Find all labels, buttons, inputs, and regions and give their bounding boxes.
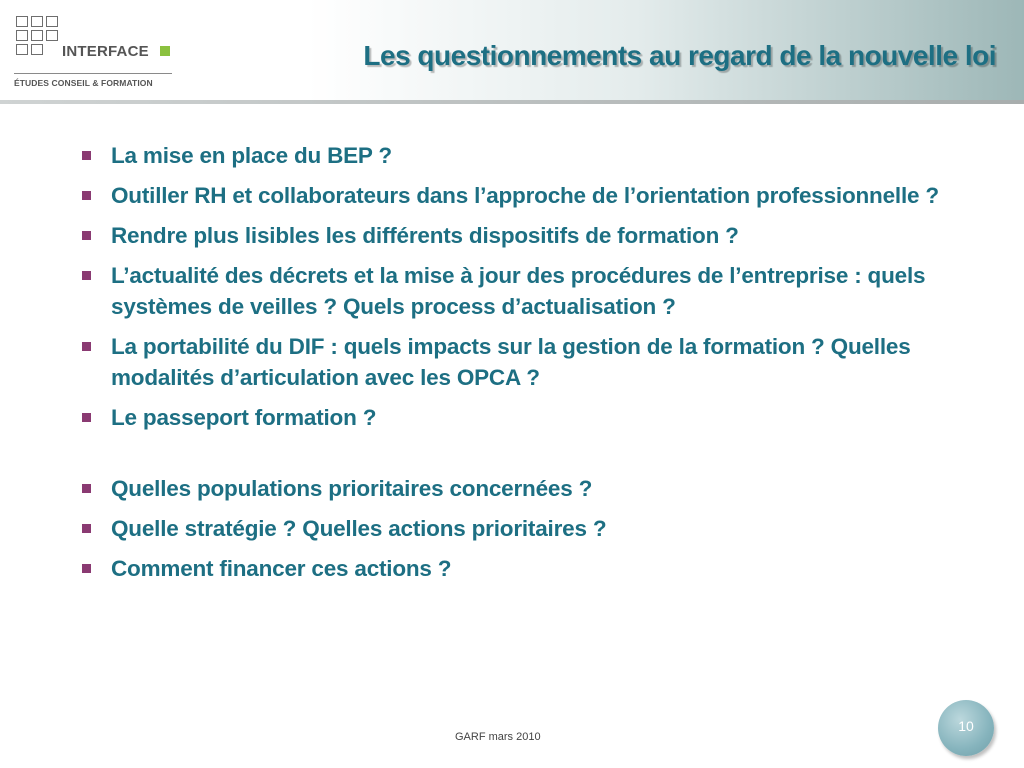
bullet-square-icon: [82, 342, 91, 351]
bullet-text: La portabilité du DIF : quels impacts sur la gestion de la formation ? Quelles modalités d’articulation avec les OPCA ?: [111, 334, 911, 390]
bullet-item: [80, 260, 960, 322]
logo-square: [31, 16, 43, 27]
bullet-item: [80, 331, 960, 393]
bullet-text: Quelle stratégie ? Quelles actions prioritaires ?: [111, 516, 607, 541]
bullet-square-icon: [82, 524, 91, 533]
bullet-text: Outiller RH et collaborateurs dans l’approche de l’orientation professionnelle ?: [111, 183, 939, 208]
bullet-text: Le passeport formation ?: [111, 405, 377, 430]
logo-brand-name: INTERFACE: [62, 43, 149, 60]
logo-square: [46, 30, 58, 41]
bullet-text: L’actualité des décrets et la mise à jour des procédures de l’entreprise : quels systèmes de veilles ? Quels process d’actualisation ?: [111, 263, 926, 319]
bullet-item: [80, 220, 960, 251]
logo-square: [16, 30, 28, 41]
slide-title: Les questionnements au regard de la nouvelle loi: [363, 40, 996, 71]
bullet-item: [80, 402, 960, 433]
logo-accent-square: [160, 46, 170, 56]
bullet-square-icon: [82, 564, 91, 573]
bullet-item: [80, 513, 960, 544]
company-logo: [12, 10, 182, 92]
bullet-square-icon: [82, 484, 91, 493]
bullet-item: [80, 180, 960, 211]
bullet-text: La mise en place du BEP ?: [111, 143, 392, 168]
bullet-text: Quelles populations prioritaires concernées ?: [111, 476, 593, 501]
logo-square: [16, 16, 28, 27]
logo-square: [46, 16, 58, 27]
bullet-square-icon: [82, 231, 91, 240]
bullet-list: [80, 140, 960, 593]
logo-divider: [14, 73, 172, 74]
bullet-item: [80, 140, 960, 171]
bullet-square-icon: [82, 151, 91, 160]
bullet-square-icon: [82, 191, 91, 200]
bullet-item: [80, 553, 960, 584]
bullet-text: Comment financer ces actions ?: [111, 556, 452, 581]
page-number-badge: [938, 700, 994, 756]
footer-label: GARF mars 2010: [455, 731, 541, 743]
page-number: 10: [958, 718, 974, 734]
logo-square: [31, 44, 43, 55]
header-divider: [0, 100, 1024, 104]
bullet-square-icon: [82, 271, 91, 280]
bullet-text: Rendre plus lisibles les différents dispositifs de formation ?: [111, 223, 739, 248]
logo-square: [31, 30, 43, 41]
bullet-item: [80, 473, 960, 504]
logo-square: [16, 44, 28, 55]
logo-subtitle: ÉTUDES CONSEIL & FORMATION: [14, 78, 153, 88]
bullet-square-icon: [82, 413, 91, 422]
